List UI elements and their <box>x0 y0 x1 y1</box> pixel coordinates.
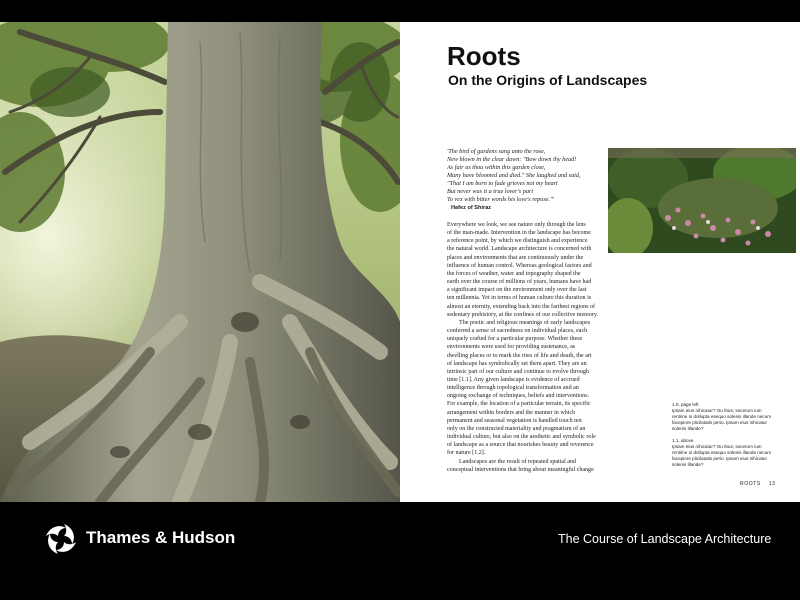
body-line: a significant impact on the environment only over the last <box>447 287 587 294</box>
body-line: influence of human control. Whereas geological factors and <box>447 262 592 269</box>
body-line: only on the constructed materiality and pragmatism of an <box>447 425 586 432</box>
caption-line: Ipsam eius nihicatur? Ou Ibus; socerum ium <box>672 444 762 449</box>
caption-line: facepiore plicilatatis perio. Ipsam eius nihicatur <box>672 456 767 461</box>
body-line: the natural world. Landscape architecture is concerned with <box>447 246 592 253</box>
epigraph-line: Many have bloomed and died." She laughed and said, <box>447 172 581 179</box>
chapter-title: Roots <box>447 41 521 71</box>
right-page <box>400 22 800 502</box>
body-line: conferred a sense of sacredness on individual places, each <box>447 328 588 335</box>
body-line: almost an eternity, extending back into the farthest regions of <box>447 303 596 310</box>
thames-hudson-logo-icon <box>42 520 80 558</box>
running-head: ROOTS <box>740 481 761 487</box>
caption-line: rentime ni dollupta esequo solenis illande necum <box>672 414 772 419</box>
epigraph-line: 'The bird of gardens sang unto the rose, <box>447 148 546 155</box>
body-line: earth over the course of millions of years, humans have had <box>447 279 592 286</box>
body-line: time [1.1]. Any given landscape is evidence of accrued <box>447 376 580 383</box>
epigraph-line: As fair as thou within this garden close, <box>447 164 546 171</box>
page-number: 13 <box>768 481 776 487</box>
caption-label: 1.0, page left <box>672 402 699 407</box>
body-line: Landscapes are the result of repeated spatial and <box>459 458 577 465</box>
footer-bar <box>0 502 800 600</box>
body-line: for nature [1.2]. <box>447 450 486 457</box>
publisher-name: Thames & Hudson <box>86 528 236 547</box>
body-line: ongoing exchange of techniques, beliefs and interventions. <box>447 393 590 400</box>
caption-line: rentime ni dollupta esequo solenis illande necum <box>672 450 772 455</box>
epigraph-attribution: Hafez of Shiraz <box>451 205 492 211</box>
body-line: uniquely crafted for a particular purpose. Whether these <box>447 336 583 343</box>
body-line: of landscape as a source that nourishes beauty and reverence <box>447 442 594 449</box>
caption-label: 1.1, above <box>672 438 694 443</box>
book-title: The Course of Landscape Architecture <box>558 532 772 546</box>
body-line: The poetic and religious meanings of early landscapes <box>459 319 591 326</box>
tree-roots-photo-graphic <box>0 22 400 502</box>
epigraph-line: But never was it a true lover's part <box>447 188 534 195</box>
body-line: ten millennia. Yet in terms of human culture this duration is <box>447 295 592 302</box>
body-line: individual culture, but also on the aesthetic and symbolic role <box>447 434 596 441</box>
body-line: sedentary prehistory, at the confines of our collective memory. <box>447 311 599 318</box>
epigraph-line: "That I am born to fade grieves not my heart <box>447 180 558 187</box>
body-line: places and environments that are continuously under the <box>447 254 584 261</box>
top-band <box>0 0 800 22</box>
body-line: permanent and seasonal vegetation is handled touch not <box>447 417 582 424</box>
body-line: of landscape has symbolically set them apart. They are an <box>447 360 587 367</box>
body-text <box>447 221 644 474</box>
book-spread <box>0 22 800 502</box>
body-line: intelligence through topological transformation and an <box>447 385 579 392</box>
caption-line: solenis illande? <box>672 462 704 467</box>
body-line: intrinsic part of our culture and continue to evolve through <box>447 368 589 375</box>
epigraph-line: To vex with bitter words his love's repose."' <box>447 196 554 203</box>
caption-line: facepiore plicilatatis perio. Ipsam eius nihicatur <box>672 420 767 425</box>
body-line: the forces of weather, water and topography shaped the <box>447 270 581 277</box>
body-line: arrangement within borders and the manner in which <box>447 409 576 416</box>
folio <box>740 481 784 487</box>
body-line: environments were used for providing sustenance, as <box>447 344 576 351</box>
body-line: Everywhere we look, we see nature only through the lens <box>447 222 586 228</box>
caption-line: solenis illande? <box>672 426 704 431</box>
chapter-subtitle: On the Origins of Landscapes <box>448 72 648 88</box>
body-line: For example, the location of a particular terrain, its specific <box>447 401 591 408</box>
image-captions <box>672 402 792 468</box>
tree-roots-photo <box>0 22 400 502</box>
body-line: dwelling places or to mark the rites of life and death, the art <box>447 352 592 359</box>
epigraph-line: New blown in the clear dawn: "Bow down thy head! <box>447 156 577 163</box>
body-line: conceptual interventions that bring about meaningful change <box>447 466 594 473</box>
caption-line: Ipsam eius nihicatur? Ou Ibus; socerum ium <box>672 408 762 413</box>
body-line: a reference point, by which we distinguish and experience <box>447 238 588 245</box>
body-line: of the man-made. Intervention in the landscape has become <box>447 230 591 237</box>
